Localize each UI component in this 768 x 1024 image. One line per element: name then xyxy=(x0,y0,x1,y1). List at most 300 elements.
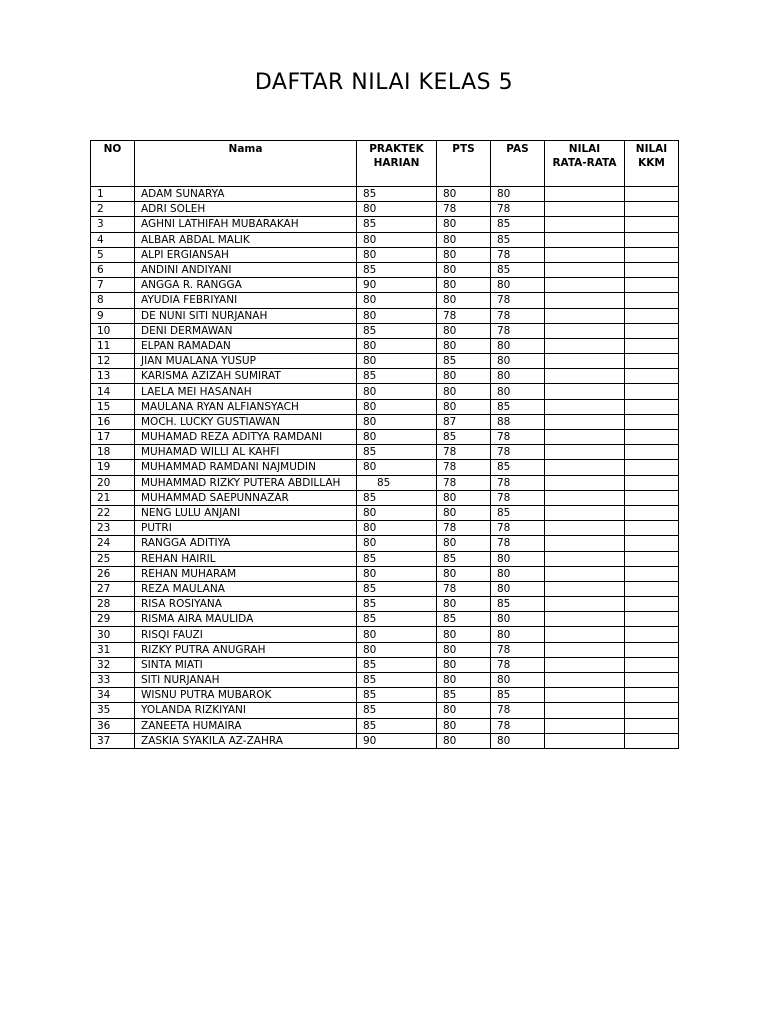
cell-nilai-rata-rata xyxy=(545,430,625,445)
cell-praktek-harian: 90 xyxy=(357,733,437,748)
cell-pts: 80 xyxy=(437,627,491,642)
cell-nilai-kkm xyxy=(625,445,679,460)
header-nilai-kkm: NILAI KKM xyxy=(625,141,679,187)
cell-praktek-harian: 85 xyxy=(357,703,437,718)
cell-nama: NENG LULU ANJANI xyxy=(135,505,357,520)
cell-nilai-kkm xyxy=(625,369,679,384)
cell-nilai-rata-rata xyxy=(545,551,625,566)
cell-pas: 80 xyxy=(491,369,545,384)
cell-pas: 80 xyxy=(491,627,545,642)
cell-no: 20 xyxy=(91,475,135,490)
cell-praktek-harian: 80 xyxy=(357,202,437,217)
cell-nama: REHAN MUHARAM xyxy=(135,566,357,581)
cell-praktek-harian: 85 xyxy=(357,187,437,202)
table-row xyxy=(91,657,679,672)
cell-nama: LAELA MEI HASANAH xyxy=(135,384,357,399)
cell-nilai-rata-rata xyxy=(545,597,625,612)
cell-nilai-rata-rata xyxy=(545,217,625,232)
cell-pts: 80 xyxy=(437,338,491,353)
table-row xyxy=(91,505,679,520)
cell-nilai-rata-rata xyxy=(545,247,625,262)
cell-nilai-rata-rata xyxy=(545,733,625,748)
cell-praktek-harian: 85 xyxy=(357,490,437,505)
cell-praktek-harian: 80 xyxy=(357,430,437,445)
cell-praktek-harian: 85 xyxy=(357,673,437,688)
cell-nama: MUHAMAD REZA ADITYA RAMDANI xyxy=(135,430,357,445)
cell-pas: 85 xyxy=(491,399,545,414)
cell-nilai-rata-rata xyxy=(545,612,625,627)
cell-pts: 78 xyxy=(437,521,491,536)
cell-praktek-harian: 85 xyxy=(357,718,437,733)
cell-nilai-rata-rata xyxy=(545,688,625,703)
cell-no: 15 xyxy=(91,399,135,414)
cell-no: 31 xyxy=(91,642,135,657)
cell-nilai-kkm xyxy=(625,642,679,657)
cell-no: 10 xyxy=(91,323,135,338)
table-row xyxy=(91,399,679,414)
cell-praktek-harian: 85 xyxy=(357,262,437,277)
cell-pas: 85 xyxy=(491,688,545,703)
cell-pts: 78 xyxy=(437,460,491,475)
cell-nilai-kkm xyxy=(625,703,679,718)
cell-no: 29 xyxy=(91,612,135,627)
cell-pas: 78 xyxy=(491,718,545,733)
cell-nilai-kkm xyxy=(625,187,679,202)
table-row xyxy=(91,217,679,232)
cell-nilai-rata-rata xyxy=(545,460,625,475)
cell-pas: 80 xyxy=(491,612,545,627)
cell-no: 34 xyxy=(91,688,135,703)
cell-nama: MOCH. LUCKY GUSTIAWAN xyxy=(135,414,357,429)
cell-nilai-kkm xyxy=(625,673,679,688)
cell-praktek-harian: 80 xyxy=(357,566,437,581)
cell-no: 18 xyxy=(91,445,135,460)
cell-nilai-rata-rata xyxy=(545,187,625,202)
cell-pts: 80 xyxy=(437,490,491,505)
cell-nilai-rata-rata xyxy=(545,262,625,277)
table-row xyxy=(91,445,679,460)
cell-praktek-harian: 85 xyxy=(357,445,437,460)
table-row xyxy=(91,521,679,536)
cell-nilai-rata-rata xyxy=(545,354,625,369)
cell-praktek-harian: 80 xyxy=(357,354,437,369)
cell-pas: 80 xyxy=(491,551,545,566)
cell-praktek-harian: 80 xyxy=(357,338,437,353)
cell-nama: REZA MAULANA xyxy=(135,581,357,596)
table-row xyxy=(91,536,679,551)
header-nama: Nama xyxy=(135,141,357,187)
cell-pts: 85 xyxy=(437,612,491,627)
header-pas: PAS xyxy=(491,141,545,187)
cell-pts: 78 xyxy=(437,445,491,460)
cell-pts: 80 xyxy=(437,642,491,657)
cell-no: 26 xyxy=(91,566,135,581)
cell-pas: 80 xyxy=(491,733,545,748)
cell-nilai-kkm xyxy=(625,308,679,323)
cell-nama: ELPAN RAMADAN xyxy=(135,338,357,353)
table-row xyxy=(91,627,679,642)
cell-nama: WISNU PUTRA MUBAROK xyxy=(135,688,357,703)
cell-pas: 80 xyxy=(491,338,545,353)
cell-nilai-rata-rata xyxy=(545,505,625,520)
table-row xyxy=(91,430,679,445)
cell-praktek-harian: 80 xyxy=(357,505,437,520)
cell-nama: RISA ROSIYANA xyxy=(135,597,357,612)
cell-pts: 80 xyxy=(437,566,491,581)
cell-pts: 80 xyxy=(437,217,491,232)
cell-nilai-kkm xyxy=(625,475,679,490)
cell-no: 25 xyxy=(91,551,135,566)
cell-praktek-harian: 80 xyxy=(357,642,437,657)
table-row xyxy=(91,278,679,293)
cell-pas: 85 xyxy=(491,217,545,232)
cell-no: 9 xyxy=(91,308,135,323)
table-row xyxy=(91,323,679,338)
cell-no: 30 xyxy=(91,627,135,642)
cell-no: 21 xyxy=(91,490,135,505)
cell-pas: 78 xyxy=(491,202,545,217)
cell-no: 6 xyxy=(91,262,135,277)
cell-nilai-rata-rata xyxy=(545,338,625,353)
header-praktek-harian: PRAKTEK HARIAN xyxy=(357,141,437,187)
cell-nama: DE NUNI SITI NURJANAH xyxy=(135,308,357,323)
cell-pts: 85 xyxy=(437,354,491,369)
cell-praktek-harian: 85 xyxy=(357,475,437,490)
cell-nama: MUHAMAD WILLI AL KAHFI xyxy=(135,445,357,460)
cell-pas: 78 xyxy=(491,323,545,338)
cell-nilai-rata-rata xyxy=(545,369,625,384)
table-row xyxy=(91,673,679,688)
cell-pas: 85 xyxy=(491,460,545,475)
cell-nama: RISMA AIRA MAULIDA xyxy=(135,612,357,627)
cell-nilai-kkm xyxy=(625,718,679,733)
cell-no: 32 xyxy=(91,657,135,672)
table-row xyxy=(91,384,679,399)
cell-pas: 78 xyxy=(491,521,545,536)
cell-nama: AYUDIA FEBRIYANI xyxy=(135,293,357,308)
table-row xyxy=(91,612,679,627)
cell-pas: 85 xyxy=(491,505,545,520)
cell-praktek-harian: 80 xyxy=(357,414,437,429)
cell-nilai-kkm xyxy=(625,414,679,429)
cell-nilai-rata-rata xyxy=(545,521,625,536)
cell-nama: ANDINI ANDIYANI xyxy=(135,262,357,277)
cell-pts: 80 xyxy=(437,323,491,338)
cell-pas: 78 xyxy=(491,430,545,445)
cell-nilai-kkm xyxy=(625,399,679,414)
cell-praktek-harian: 85 xyxy=(357,369,437,384)
cell-pts: 78 xyxy=(437,581,491,596)
cell-praktek-harian: 85 xyxy=(357,323,437,338)
table-row xyxy=(91,581,679,596)
cell-nilai-kkm xyxy=(625,505,679,520)
cell-pas: 78 xyxy=(491,536,545,551)
cell-no: 22 xyxy=(91,505,135,520)
table-row xyxy=(91,475,679,490)
cell-nilai-kkm xyxy=(625,278,679,293)
cell-nilai-kkm xyxy=(625,688,679,703)
cell-praktek-harian: 80 xyxy=(357,536,437,551)
cell-nama: YOLANDA RIZKIYANI xyxy=(135,703,357,718)
cell-pas: 78 xyxy=(491,657,545,672)
cell-nama: RIZKY PUTRA ANUGRAH xyxy=(135,642,357,657)
cell-pts: 80 xyxy=(437,384,491,399)
cell-pts: 80 xyxy=(437,293,491,308)
table-row xyxy=(91,202,679,217)
cell-nama: MUHAMMAD RAMDANI NAJMUDIN xyxy=(135,460,357,475)
cell-pas: 80 xyxy=(491,581,545,596)
cell-pas: 88 xyxy=(491,414,545,429)
cell-nilai-kkm xyxy=(625,597,679,612)
table-row xyxy=(91,551,679,566)
cell-praktek-harian: 85 xyxy=(357,581,437,596)
cell-nilai-rata-rata xyxy=(545,490,625,505)
cell-pas: 78 xyxy=(491,247,545,262)
cell-pts: 80 xyxy=(437,536,491,551)
cell-pas: 85 xyxy=(491,262,545,277)
cell-nilai-kkm xyxy=(625,247,679,262)
table-row xyxy=(91,733,679,748)
cell-nilai-rata-rata xyxy=(545,718,625,733)
table-row xyxy=(91,597,679,612)
cell-pas: 78 xyxy=(491,293,545,308)
cell-nilai-rata-rata xyxy=(545,202,625,217)
cell-nama: ZASKIA SYAKILA AZ-ZAHRA xyxy=(135,733,357,748)
cell-nilai-kkm xyxy=(625,323,679,338)
cell-pts: 80 xyxy=(437,673,491,688)
cell-praktek-harian: 85 xyxy=(357,217,437,232)
cell-no: 19 xyxy=(91,460,135,475)
cell-no: 35 xyxy=(91,703,135,718)
cell-pts: 80 xyxy=(437,187,491,202)
cell-nama: SINTA MIATI xyxy=(135,657,357,672)
cell-nama: MUHAMMAD SAEPUNNAZAR xyxy=(135,490,357,505)
header-nilai-rata-rata: NILAI RATA-RATA xyxy=(545,141,625,187)
table-row xyxy=(91,293,679,308)
table-row xyxy=(91,232,679,247)
cell-nama: ZANEETA HUMAIRA xyxy=(135,718,357,733)
cell-nilai-rata-rata xyxy=(545,536,625,551)
cell-pts: 80 xyxy=(437,718,491,733)
cell-nama: RISQI FAUZI xyxy=(135,627,357,642)
cell-nilai-kkm xyxy=(625,354,679,369)
cell-praktek-harian: 80 xyxy=(357,232,437,247)
cell-pas: 78 xyxy=(491,445,545,460)
cell-no: 37 xyxy=(91,733,135,748)
cell-nilai-rata-rata xyxy=(545,475,625,490)
cell-no: 5 xyxy=(91,247,135,262)
cell-nama: JIAN MUALANA YUSUP xyxy=(135,354,357,369)
cell-pts: 80 xyxy=(437,399,491,414)
cell-nilai-rata-rata xyxy=(545,232,625,247)
cell-no: 2 xyxy=(91,202,135,217)
cell-praktek-harian: 85 xyxy=(357,612,437,627)
cell-no: 12 xyxy=(91,354,135,369)
cell-pas: 80 xyxy=(491,566,545,581)
cell-no: 28 xyxy=(91,597,135,612)
cell-pts: 80 xyxy=(437,657,491,672)
cell-nilai-rata-rata xyxy=(545,581,625,596)
cell-nama: REHAN HAIRIL xyxy=(135,551,357,566)
cell-praktek-harian: 85 xyxy=(357,657,437,672)
cell-nilai-rata-rata xyxy=(545,566,625,581)
cell-no: 23 xyxy=(91,521,135,536)
table-row xyxy=(91,688,679,703)
cell-nilai-kkm xyxy=(625,551,679,566)
cell-praktek-harian: 80 xyxy=(357,308,437,323)
table-row xyxy=(91,460,679,475)
cell-nilai-kkm xyxy=(625,232,679,247)
cell-nilai-rata-rata xyxy=(545,642,625,657)
cell-no: 24 xyxy=(91,536,135,551)
grades-table xyxy=(90,140,679,749)
cell-praktek-harian: 80 xyxy=(357,293,437,308)
cell-no: 17 xyxy=(91,430,135,445)
cell-pas: 80 xyxy=(491,384,545,399)
cell-nilai-rata-rata xyxy=(545,278,625,293)
cell-pas: 78 xyxy=(491,308,545,323)
cell-nama: RANGGA ADITIYA xyxy=(135,536,357,551)
cell-nilai-kkm xyxy=(625,217,679,232)
cell-nama: ALPI ERGIANSAH xyxy=(135,247,357,262)
cell-nama: MUHAMMAD RIZKY PUTERA ABDILLAH xyxy=(135,475,357,490)
cell-nilai-rata-rata xyxy=(545,384,625,399)
cell-pas: 85 xyxy=(491,597,545,612)
cell-nama: ADAM SUNARYA xyxy=(135,187,357,202)
cell-praktek-harian: 80 xyxy=(357,627,437,642)
cell-pts: 78 xyxy=(437,202,491,217)
cell-praktek-harian: 85 xyxy=(357,597,437,612)
cell-no: 1 xyxy=(91,187,135,202)
cell-pas: 78 xyxy=(491,475,545,490)
cell-pas: 78 xyxy=(491,490,545,505)
cell-pts: 85 xyxy=(437,430,491,445)
cell-no: 13 xyxy=(91,369,135,384)
cell-nilai-kkm xyxy=(625,627,679,642)
cell-no: 11 xyxy=(91,338,135,353)
cell-nama: MAULANA RYAN ALFIANSYACH xyxy=(135,399,357,414)
cell-pts: 78 xyxy=(437,475,491,490)
cell-nama: SITI NURJANAH xyxy=(135,673,357,688)
cell-praktek-harian: 80 xyxy=(357,521,437,536)
cell-praktek-harian: 80 xyxy=(357,247,437,262)
cell-praktek-harian: 80 xyxy=(357,399,437,414)
cell-nilai-rata-rata xyxy=(545,323,625,338)
table-row xyxy=(91,490,679,505)
cell-nilai-kkm xyxy=(625,430,679,445)
cell-nilai-kkm xyxy=(625,338,679,353)
cell-nilai-rata-rata xyxy=(545,414,625,429)
cell-pts: 80 xyxy=(437,733,491,748)
cell-praktek-harian: 85 xyxy=(357,688,437,703)
cell-pas: 78 xyxy=(491,703,545,718)
cell-nilai-rata-rata xyxy=(545,308,625,323)
cell-nilai-rata-rata xyxy=(545,293,625,308)
header-pts: PTS xyxy=(437,141,491,187)
cell-pts: 87 xyxy=(437,414,491,429)
header-no: NO xyxy=(91,141,135,187)
cell-praktek-harian: 80 xyxy=(357,384,437,399)
table-row xyxy=(91,566,679,581)
cell-nilai-rata-rata xyxy=(545,673,625,688)
cell-nilai-rata-rata xyxy=(545,657,625,672)
cell-pas: 80 xyxy=(491,354,545,369)
table-row xyxy=(91,187,679,202)
cell-pts: 80 xyxy=(437,703,491,718)
cell-no: 27 xyxy=(91,581,135,596)
table-row xyxy=(91,338,679,353)
cell-nilai-kkm xyxy=(625,202,679,217)
table-header-row xyxy=(91,141,679,187)
cell-nama: KARISMA AZIZAH SUMIRAT xyxy=(135,369,357,384)
cell-nilai-kkm xyxy=(625,521,679,536)
cell-pts: 80 xyxy=(437,597,491,612)
cell-nama: AGHNI LATHIFAH MUBARAKAH xyxy=(135,217,357,232)
cell-pts: 80 xyxy=(437,262,491,277)
table-row xyxy=(91,718,679,733)
cell-no: 16 xyxy=(91,414,135,429)
cell-nama: ADRI SOLEH xyxy=(135,202,357,217)
cell-no: 33 xyxy=(91,673,135,688)
cell-nilai-kkm xyxy=(625,733,679,748)
table-row xyxy=(91,703,679,718)
cell-pts: 85 xyxy=(437,551,491,566)
cell-no: 7 xyxy=(91,278,135,293)
cell-nilai-rata-rata xyxy=(545,627,625,642)
cell-nilai-rata-rata xyxy=(545,703,625,718)
cell-nama: ALBAR ABDAL MALIK xyxy=(135,232,357,247)
cell-pts: 80 xyxy=(437,505,491,520)
cell-nilai-rata-rata xyxy=(545,445,625,460)
cell-no: 3 xyxy=(91,217,135,232)
cell-pts: 80 xyxy=(437,247,491,262)
cell-pas: 80 xyxy=(491,673,545,688)
cell-nilai-rata-rata xyxy=(545,399,625,414)
cell-no: 36 xyxy=(91,718,135,733)
table-row xyxy=(91,642,679,657)
cell-pts: 78 xyxy=(437,308,491,323)
table-row xyxy=(91,369,679,384)
table-row xyxy=(91,414,679,429)
cell-no: 14 xyxy=(91,384,135,399)
cell-nilai-kkm xyxy=(625,581,679,596)
cell-pts: 80 xyxy=(437,369,491,384)
cell-nilai-kkm xyxy=(625,536,679,551)
cell-pas: 85 xyxy=(491,232,545,247)
table-row xyxy=(91,354,679,369)
table-row xyxy=(91,247,679,262)
cell-nilai-kkm xyxy=(625,293,679,308)
cell-praktek-harian: 80 xyxy=(357,460,437,475)
cell-pts: 80 xyxy=(437,232,491,247)
cell-pts: 85 xyxy=(437,688,491,703)
cell-nilai-kkm xyxy=(625,657,679,672)
cell-nama: PUTRI xyxy=(135,521,357,536)
cell-nilai-kkm xyxy=(625,262,679,277)
cell-nilai-kkm xyxy=(625,566,679,581)
table-row xyxy=(91,308,679,323)
cell-praktek-harian: 85 xyxy=(357,551,437,566)
cell-nama: DENI DERMAWAN xyxy=(135,323,357,338)
cell-nilai-kkm xyxy=(625,490,679,505)
cell-nilai-kkm xyxy=(625,460,679,475)
cell-pts: 80 xyxy=(437,278,491,293)
cell-pas: 80 xyxy=(491,187,545,202)
cell-praktek-harian: 90 xyxy=(357,278,437,293)
cell-nilai-kkm xyxy=(625,612,679,627)
cell-pas: 78 xyxy=(491,642,545,657)
cell-nilai-kkm xyxy=(625,384,679,399)
